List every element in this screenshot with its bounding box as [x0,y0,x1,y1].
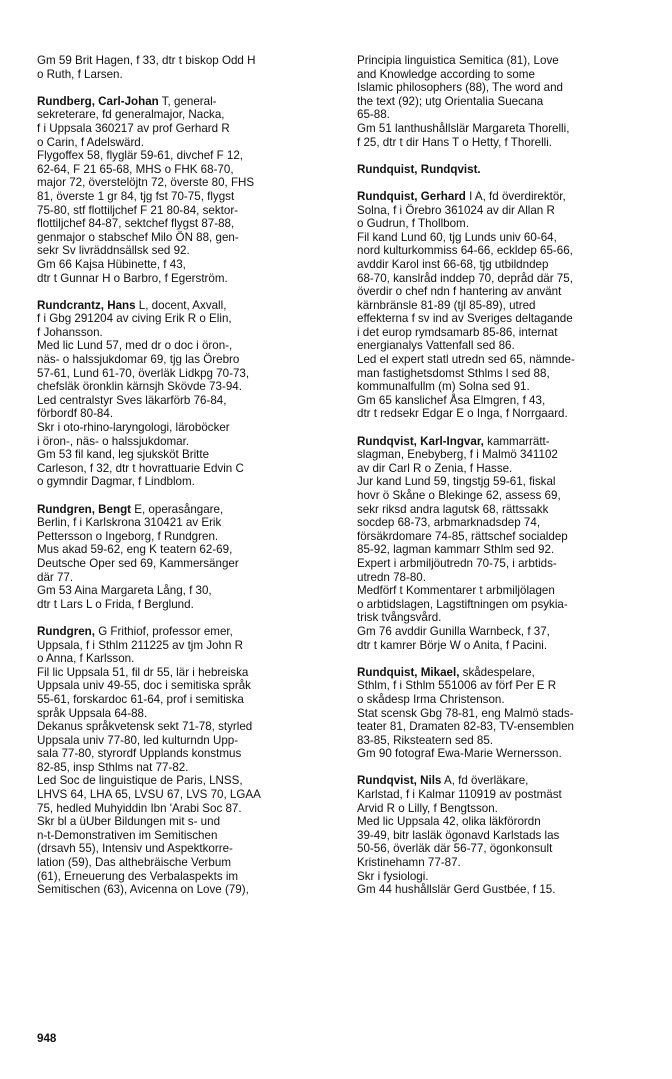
entry-text-line: trisk tvångsvård. [357,611,442,625]
entry-headword: Rundquist, Rundqvist. [357,162,481,176]
entry-text-line: 57-61, Lund 61-70, överläk Lidkpg 70-73, [37,366,250,380]
entry-text-line: dtr t Gunnar H o Barbro, f Egerström. [37,271,228,285]
entry-text-line: i det europ rymdsamarb 85-86, internat [357,325,558,339]
entry-text-line: hovr ö Skåne o Blekinge 62, assess 69, [357,489,561,502]
entry-text-line: 65-88. [357,108,390,122]
entry-text-line: Fil kand Lund 60, tjg Lunds univ 60-64, [357,230,557,244]
entry-text-line: där 77. [37,570,74,584]
entry-text-line: o gymndir Dagmar, f Lindblom. [37,475,195,489]
entry-text-line: 62-64, F 21 65-68, MHS o FHK 68-70, [37,162,234,176]
entry-first-line [357,774,653,788]
entry-headword: Rundgren, Bengt [37,502,132,516]
entry-text-line: dtr t kamrer Börje W o Anita, f Pacini. [357,638,548,652]
entry-text-line: Gm 53 fil kand, leg sjuksköt Britte [37,448,210,462]
entry-text-line: sala 77-80, styrordf Upplands konstmus [37,747,242,761]
entry-rundquist-gerhard [357,190,653,421]
entry-text-line: genmajor o stabschef Milo ÖN 88, gen- [37,230,239,244]
entry-text-line: 39-49, bitr lasläk ögonavd Karlstads las [357,828,560,842]
entry-text-line: Skr i fysiologi. [357,869,429,883]
entry-text-line: 85-92, lagman kammarr Sthlm sed 92. [357,543,555,557]
entry-text-line: f i Gbg 291204 av civing Erik R o Elin, [37,312,232,326]
entry-text-line: Med lic Lund 57, med dr o doc i öron-, [37,339,233,353]
entry-text-line: o Ruth, f Larsen. [37,67,123,81]
entry-first-line [37,503,337,517]
entry-text-line: 83-85, Riksteatern sed 85. [357,733,493,747]
entry-text-line: Deutsche Oper sed 69, Kammersänger [37,556,239,570]
entry-text-line: av dir Carl R o Zenia, f Hasse. [357,461,513,475]
entry-text-line: Principia linguistica Semitica (81), Love [357,54,559,67]
entry-text-line: 81, överste 1 gr 84, tjg fst 70-75, flygst [37,189,235,203]
entry-text-line: f Johansson. [37,325,103,339]
entry-text-line: the text (92); utg Orientalia Suecana [357,94,544,108]
entry-first-line [37,625,337,639]
entry-headword: Rundquist, Gerhard [357,189,466,203]
entry-text-line: Skr i oto-rhino-laryngologi, läroböcker [37,421,230,435]
entry-rundqvist-nils [357,774,653,896]
entry-text-line: språk Uppsala 64-88. [37,706,148,720]
entry-text-line: dtr t redsekr Edgar E o Inga, f Norrgaard. [357,407,568,421]
entry-text-line: överdir o chef ndn f hantering av använt [357,285,562,299]
entry-text-line: Stat scensk Gbg 78-81, eng Malmö stads- [357,706,574,720]
entry-rundquist-mikael [357,666,653,761]
entry-text-line: Skr bl a üUber Bildungen mit s- und [37,815,221,829]
entry-text-line: man fastighetsdomst Sthlms l sed 88, [357,366,550,380]
entry-text-line: försäkrdomare 74-85, rättschef socialdep [357,529,568,543]
entry-first-line-rest: A, fd överläkare, [441,774,529,788]
entry-text-line: effekterna f sv ind av Sveriges deltagande [357,312,573,326]
entry-text-line: Arvid R o Lilly, f Bengtsson. [357,801,498,815]
entry-text-line: (61), Erneuerung des Verbalaspekts im [37,869,239,883]
entry-text-line: Gm 59 Brit Hagen, f 33, dtr t biskop Odd H [37,54,256,67]
entry-text-line: slagman, Enebyberg, f i Malmö 341102 [357,448,558,462]
entry-text-line: lation (59), Das althebräische Verbum [37,856,231,870]
right-column [357,54,653,910]
entry-text-line: flottiljchef 84-87, sektchef flygst 87-88, [37,217,235,231]
entry-text-line: utredn 78-80. [357,570,426,584]
entry-first-line-rest: T, general- [158,94,217,108]
entry-text-line: f i Uppsala 360217 av prof Gerhard R [37,121,230,135]
entry-text-line: Gm 90 fotograf Ewa-Marie Wernersson. [357,747,562,761]
entry-text-line: (drsavh 55), Intensiv und Aspektkorre- [37,842,233,856]
entry-text-line: Mus akad 59-62, eng K teatern 62-69, [37,543,233,557]
entry-text-line: f 25, dtr t dir Hans T o Hetty, f Thorelli. [357,135,553,149]
entry-text-line: näs- o halssjukdomar 69, tjg las Örebro [37,353,240,367]
entry-first-line [357,163,653,177]
entry-headword: Rundquist, Mikael, [357,665,460,679]
entry-text-line: energianalys Vattenfall sed 86. [357,339,515,353]
entry-text-line: avddir Karol inst 66-68, tjg utbildndep [357,257,549,271]
entry-text-line: o skådesp Irma Christenson. [357,692,505,706]
entry-text-line: LHVS 64, LHA 65, LVSU 67, LVS 70, LGAA [37,788,261,802]
entry-text-line: Gm 51 lanthushållslär Margareta Thorelli, [357,121,570,135]
entry-text-line: sekr Sv livräddnsällsk sed 92. [37,244,190,258]
entry-text-line: Uppsala univ 49-55, doc i semitiska språk [37,679,251,693]
entry-headword: Rundqvist, Karl-Ingvar, [357,434,484,448]
entry-text-line: Carleson, f 32, dtr t hovrattuarie Edvin C [37,461,244,475]
entry-text-line: o Anna, f Karlsson. [37,652,135,666]
entry-text-line: förbordf 80-84. [37,407,114,421]
entry-text-line: dtr t Lars L o Frida, f Berglund. [37,597,194,611]
entry-text-line: Jur kand Lund 59, tingstjg 59-61, fiskal [357,475,556,489]
entry-text-line: Uppsala univ 77-80, led kulturndn Upp- [37,733,239,747]
page-number: 948 [37,1032,57,1045]
entry-text-line: nord kulturkommiss 64-66, eckldep 65-66, [357,244,573,258]
entry-text-line: chefsläk öronklin kärnsjh Skövde 73-94. [37,380,242,394]
entry-continuation [357,54,653,149]
entry-text-line: Berlin, f i Karlskrona 310421 av Erik [37,516,222,530]
entry-text-line: Medförf t Kommentarer t arbmiljölagen [357,584,555,598]
entry-text-line: Sthlm, f i Sthlm 551006 av förf Per E R [357,679,557,693]
entry-text-line: o Carin, f Adelswärd. [37,135,144,149]
entry-text-line: sekr riksd andra lagutsk 68, rättssakk [357,502,549,516]
entry-headword: Rundqvist, Nils [357,774,442,788]
entry-rundquist-rundqvist [357,163,653,177]
entry-text-line: major 72, överstelöjtn 72, överste 80, FHS [37,176,255,190]
entry-first-line-rest: I A, fd överdirektör, [465,189,566,203]
entry-text-line: 55-61, forskardoc 61-64, prof i semitiska [37,692,244,706]
entry-text-line: Med lic Uppsala 42, olika läkförordn [357,815,541,829]
entry-rundberg-carl-johan [37,95,337,285]
entry-headword: Rundberg, Carl-Johan [37,94,159,108]
entry-first-line [357,435,653,449]
entry-headword: Rundgren, [37,624,95,638]
entry-text-line: Karlstad, f i Kalmar 110919 av postmäst [357,788,562,802]
entry-text-line: kommunalfullm (m) Solna sed 91. [357,380,530,394]
entry-text-line: Solna, f i Örebro 361024 av dir Allan R [357,203,555,217]
entry-text-line: and Knowledge according to some [357,67,535,81]
entry-first-line [357,190,653,204]
left-column [37,54,337,910]
entry-first-line-rest: L, docent, Axvall, [135,298,227,312]
entry-text-line: Expert i arbmiljöutredn 70-75, i arbtids- [357,556,557,570]
entry-text-line: Gm 66 Kajsa Hübinette, f 43, [37,257,186,271]
entry-text-line: i öron-, näs- o halssjukdomar. [37,434,190,448]
entry-text-line: Flygoffex 58, flyglär 59-61, divchef F 12, [37,149,244,163]
entry-text-line: Led el expert statl utredn sed 65, nämnde- [357,353,575,367]
entry-first-line [37,299,337,313]
entry-rundgren-bengt [37,503,337,612]
entry-text-line: Pettersson o Ingeborg, f Rundgren. [37,529,219,543]
entry-rundqvist-karl-ingvar [357,435,653,653]
entry-text-line: Islamic philosophers (88), The word and [357,81,563,95]
entry-text-line: 75, hedled Muhyiddin Ibn 'Arabi Soc 87. [37,801,242,815]
entry-text-line: sekreterare, fd generalmajor, Nacka, [37,108,225,122]
entry-first-line [37,95,337,109]
entry-rundcrantz-hans [37,299,337,489]
entry-continuation [37,54,337,81]
entry-text-line: o arbtidslagen, Lagstiftningen om psykia- [357,597,568,611]
entry-text-line: Led centralstyr Sves läkarförb 76-84, [37,393,227,407]
entry-text-line: Semitischen (63), Avicenna on Love (79), [37,883,249,897]
entry-first-line-rest: E, operasångare, [131,502,224,516]
entry-text-line: n-t-Demonstrativen im Semitischen [37,828,218,842]
entry-text-line: 68-70, kanslråd inddep 70, depråd där 75, [357,271,573,285]
entry-text-line: 82-85, insp Sthlms nat 77-82. [37,760,189,774]
entry-text-line: Led Soc de linguistique de Paris, LNSS, [37,774,243,788]
entry-text-line: Uppsala, f i Sthlm 211225 av tjm John R [37,638,243,652]
entry-text-line: Gm 65 kanslichef Åsa Elmgren, f 43, [357,393,546,407]
entry-first-line-rest: G Frithiof, professor emer, [94,624,233,638]
entry-text-line: teater 81, Dramaten 82-83, TV-ensemblen [357,720,574,734]
entry-text-line: Gm 76 avddir Gunilla Warnbeck, f 37, [357,624,550,638]
entry-text-line: socdep 68-73, arbmarknadsdep 74, [357,516,541,530]
entry-text-line: 75-80, stf flottiljchef F 21 80-84, sektor- [37,203,239,217]
entry-text-line: Dekanus språkvetensk sekt 71-78, styrled [37,720,253,734]
entry-rundgren [37,625,337,897]
entry-text-line: Kristinehamn 77-87. [357,856,461,870]
entry-headword: Rundcrantz, Hans [37,298,136,312]
entry-text-line: kärnbränsle 81-89 (tjl 85-89), utred [357,298,536,312]
entry-text-line: 50-56, överläk där 56-77, ögonkonsult [357,842,553,856]
entry-text-line: o Gudrun, f Thollbom. [357,217,469,231]
entry-first-line [357,666,653,680]
entry-text-line: Gm 53 Aina Margareta Lång, f 30, [37,584,212,598]
entry-text-line: Fil lic Uppsala 51, fil dr 55, lär i hebreiska [37,665,249,679]
entry-first-line-rest: kammarrätt- [483,434,550,448]
entry-first-line-rest: skådespelare, [459,665,535,679]
entry-text-line: Gm 44 hushållslär Gerd Gustbée, f 15. [357,883,556,897]
